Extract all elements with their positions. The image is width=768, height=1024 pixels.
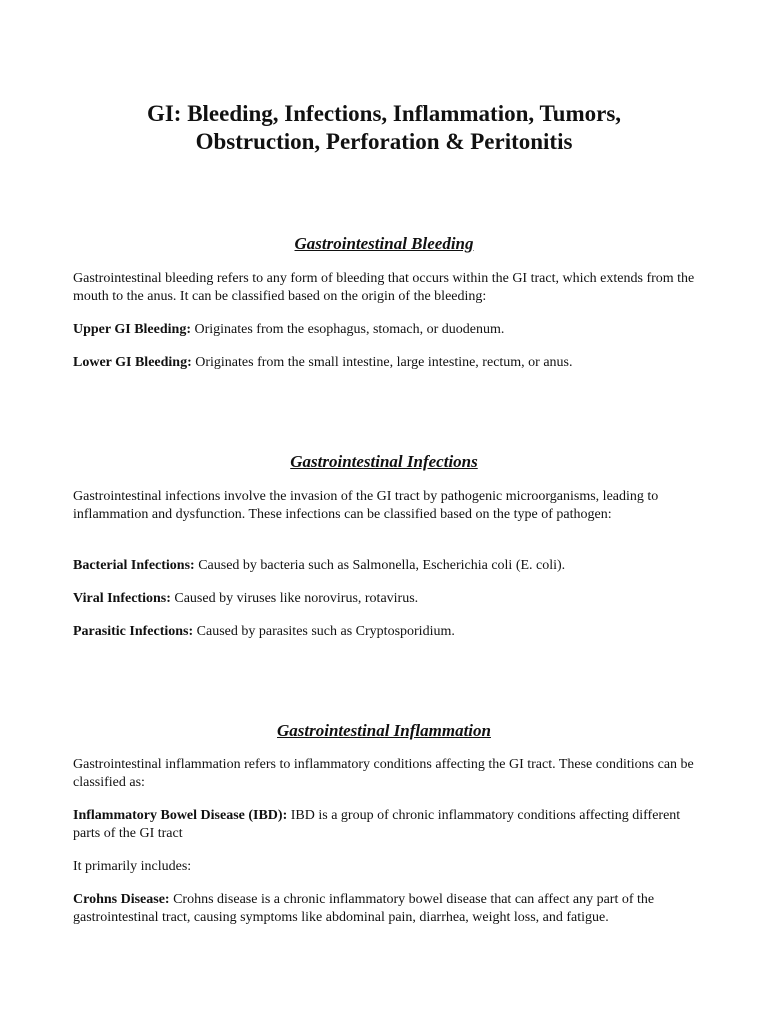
section-note-includes: It primarily includes:: [73, 859, 192, 874]
item-text: Originates from the small intestine, large intestine, rectum, or anus.: [191, 355, 573, 370]
item-text: Originates from the esophagus, stomach, or duodenum.: [190, 322, 505, 337]
item-text: IBD is a group of chronic inflammatory conditions affecting different parts of the GI tract: [73, 808, 681, 841]
item-term: Upper GI Bleeding:: [73, 322, 191, 337]
section-heading-inflammation: Gastrointestinal Inflammation: [277, 721, 491, 740]
section-intro-infections: Gastrointestinal infections involve the invasion of the GI tract by pathogenic microorganisms, leading to inflammation and dysfunction. These infections can be classified based on the type of pathogen:: [73, 489, 659, 522]
list-item-lower-gi-bleeding: [73, 354, 698, 372]
item-text: Caused by bacteria such as Salmonella, Escherichia coli (E. coli).: [194, 558, 566, 573]
list-item-ibd: [73, 807, 698, 843]
list-item-viral-infections: [73, 590, 698, 608]
list-item-upper-gi-bleeding: [73, 321, 698, 339]
document-title: [60, 100, 708, 156]
item-text: Caused by viruses like norovirus, rotavirus.: [170, 591, 419, 606]
list-item-parasitic-infections: [73, 623, 698, 641]
item-term: Bacterial Infections:: [73, 558, 195, 573]
list-item-bacterial-infections: [73, 557, 698, 575]
section-heading-infections: Gastrointestinal Infections: [290, 452, 478, 471]
document-title-line-1: GI: Bleeding, Infections, Inflammation, Tumors,: [146, 101, 622, 126]
item-term: Inflammatory Bowel Disease (IBD):: [73, 808, 288, 823]
item-text: Caused by parasites such as Cryptosporidium.: [193, 624, 455, 639]
item-term: Parasitic Infections:: [73, 624, 194, 639]
document-title-line-2: Obstruction, Perforation & Peritonitis: [195, 129, 573, 154]
item-text: Crohns disease is a chronic inflammatory bowel disease that can affect any part of the gastrointestinal tract, causing symptoms like abdominal pain, diarrhea, weight loss, and fatigue.: [73, 892, 655, 925]
item-term: Viral Infections:: [73, 591, 171, 606]
list-item-crohns-disease: [73, 891, 698, 927]
section-intro-bleeding: Gastrointestinal bleeding refers to any form of bleeding that occurs within the GI tract, which extends from the mouth to the anus. It can be classified based on the origin of the bleeding:: [73, 271, 695, 304]
section-heading-bleeding: Gastrointestinal Bleeding: [294, 234, 474, 253]
item-term: Crohns Disease:: [73, 892, 170, 907]
section-intro-inflammation: Gastrointestinal inflammation refers to inflammatory conditions affecting the GI tract. These conditions can be classified as:: [73, 757, 694, 790]
item-term: Lower GI Bleeding:: [73, 355, 192, 370]
